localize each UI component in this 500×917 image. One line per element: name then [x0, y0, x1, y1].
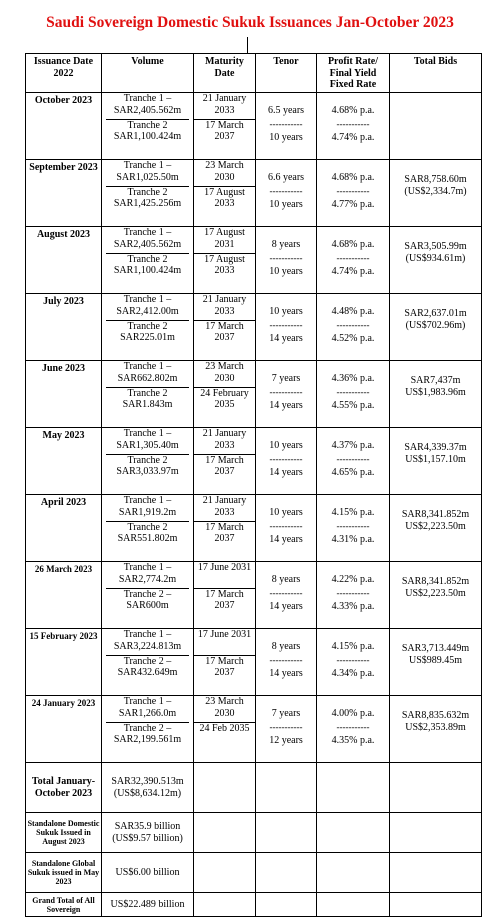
tranche-2-volume: Tranche 2 SAR551.802m: [117, 521, 178, 544]
tranche-2-maturity: 24 February 2035: [200, 387, 249, 410]
tranche-1-rate: 4.37% p.a.: [331, 440, 375, 451]
tranche-1-maturity: 21 January 2033: [194, 294, 255, 321]
tranche-1-rate: 4.68% p.a.: [331, 172, 375, 183]
totals-value-secondary: (US$8,634.12m): [113, 787, 182, 799]
bids-cell: [390, 562, 482, 629]
tranche-2-maturity: 17 August 2033: [204, 186, 245, 209]
total-bids-usd: US$989.45m: [408, 654, 463, 666]
total-bids-usd: (US$2,334.7m): [404, 185, 467, 197]
empty-cell: [390, 813, 482, 853]
tranche-1-volume: Tranche 1 – SAR2,412.00m: [106, 294, 189, 321]
bids-cell: [390, 227, 482, 294]
tranche-2-tenor: 14 years: [269, 600, 303, 612]
table-row: [26, 361, 482, 428]
volume-cell: [102, 160, 194, 227]
empty-cell: [194, 763, 256, 813]
tranche-2-maturity: 24 Feb 2035: [199, 722, 250, 734]
tranche-2-maturity: 17 August 2033: [204, 253, 245, 276]
tranche-2-tenor: 14 years: [269, 399, 303, 411]
header-tenor: Tenor: [256, 54, 317, 93]
totals-label-cell: [26, 763, 102, 813]
divider-tick: [247, 37, 248, 53]
tranche-2-rate: 4.35% p.a.: [331, 734, 375, 746]
table-row: [26, 629, 482, 696]
tranche-1-maturity: 17 June 2031: [194, 562, 255, 589]
total-bids-sar: SAR8,758.60m: [404, 174, 467, 185]
dashed-separator: -----------: [269, 454, 303, 464]
issuance-date-cell: [26, 160, 102, 227]
table-row: [26, 428, 482, 495]
total-bids-usd: US$2,223.50m: [405, 520, 466, 532]
tranche-1-maturity: 21 January 2033: [194, 428, 255, 455]
tranche-2-tenor: 10 years: [269, 131, 303, 143]
dashed-separator: -----------: [336, 655, 370, 665]
issuance-date-cell: [26, 294, 102, 361]
issuance-date: July 2023: [43, 296, 84, 307]
tranche-2-rate: 4.55% p.a.: [331, 399, 375, 411]
totals-value-secondary: (US$9.57 billion): [112, 832, 183, 844]
dashed-separator: -----------: [336, 722, 370, 732]
header-maturity-date: Maturity Date: [194, 54, 256, 93]
total-bids-usd: US$1,983.96m: [405, 386, 466, 398]
tranche-1-tenor: 8 years: [271, 574, 301, 585]
tenor-cell: [256, 562, 317, 629]
tranche-1-rate: 4.00% p.a.: [331, 708, 375, 719]
tranche-1-maturity: 23 March 2030: [194, 160, 255, 187]
tranche-1-tenor: 7 years: [271, 708, 301, 719]
tranche-2-rate: 4.74% p.a.: [331, 265, 375, 277]
sukuk-issuance-table: [25, 53, 482, 917]
tranche-2-maturity: 17 March 2037: [205, 119, 244, 142]
tranche-2-maturity: 17 March 2037: [205, 521, 244, 544]
totals-value-cell: [102, 763, 194, 813]
tranche-2-tenor: 10 years: [269, 265, 303, 277]
totals-row: [26, 813, 482, 853]
tranche-2-tenor: 14 years: [269, 332, 303, 344]
total-bids-sar: SAR8,835.632m: [401, 710, 470, 721]
total-bids-usd: (US$934.61m): [405, 252, 466, 264]
volume-cell: [102, 495, 194, 562]
dashed-separator: -----------: [269, 588, 303, 598]
totals-label: Grand Total of All Sovereign: [32, 895, 95, 914]
totals-label-cell: [26, 853, 102, 893]
empty-cell: [194, 813, 256, 853]
issuance-date-cell: [26, 696, 102, 763]
rate-cell: [317, 93, 390, 160]
header-total-bids: Total Bids: [390, 54, 482, 93]
empty-cell: [317, 813, 390, 853]
issuance-date-cell: [26, 428, 102, 495]
maturity-cell: [194, 495, 256, 562]
header-issuance-date: Issuance Date 2022: [26, 54, 102, 93]
maturity-cell: [194, 428, 256, 495]
empty-cell: [194, 893, 256, 917]
maturity-cell: [194, 294, 256, 361]
table-row: [26, 562, 482, 629]
volume-cell: [102, 227, 194, 294]
totals-row: [26, 853, 482, 893]
totals-label-cell: [26, 893, 102, 917]
rate-cell: [317, 495, 390, 562]
bids-cell: [390, 294, 482, 361]
tranche-2-maturity: 17 March 2037: [205, 454, 244, 477]
totals-label: Total January-October 2023: [31, 776, 96, 799]
tenor-cell: [256, 160, 317, 227]
rate-cell: [317, 428, 390, 495]
rate-cell: [317, 562, 390, 629]
tranche-1-tenor: 10 years: [269, 507, 303, 518]
tranche-1-volume: Tranche 1 – SAR3,224.813m: [106, 629, 189, 656]
tranche-1-tenor: 10 years: [269, 440, 303, 451]
bids-cell: [390, 428, 482, 495]
issuance-date-cell: [26, 495, 102, 562]
rate-cell: [317, 160, 390, 227]
table-row: [26, 294, 482, 361]
tranche-1-tenor: 6.6 years: [267, 172, 305, 183]
tranche-1-maturity: 17 August 2031: [194, 227, 255, 254]
tranche-1-tenor: 7 years: [271, 373, 301, 384]
total-bids-sar: SAR8,341.852m: [401, 576, 470, 587]
total-bids-sar: SAR3,505.99m: [404, 241, 467, 252]
rate-cell: [317, 294, 390, 361]
tranche-1-volume: Tranche 1 – SAR1,266.0m: [106, 696, 189, 723]
bids-cell: [390, 93, 482, 160]
tenor-cell: [256, 294, 317, 361]
tranche-2-rate: 4.74% p.a.: [331, 131, 375, 143]
tranche-1-maturity: 23 March 2030: [194, 361, 255, 388]
table-row: [26, 495, 482, 562]
tranche-1-maturity: 21 January 2033: [194, 495, 255, 522]
dashed-separator: -----------: [269, 119, 303, 129]
tranche-1-rate: 4.68% p.a.: [331, 105, 375, 116]
total-bids-usd: (US$702.96m): [405, 319, 466, 331]
table-row: [26, 696, 482, 763]
dashed-separator: -----------: [269, 655, 303, 665]
tranche-2-tenor: 12 years: [269, 734, 303, 746]
maturity-cell: [194, 160, 256, 227]
dashed-separator: -----------: [269, 722, 303, 732]
table-row: [26, 160, 482, 227]
dashed-separator: -----------: [336, 253, 370, 263]
tranche-1-rate: 4.36% p.a.: [331, 373, 375, 384]
volume-cell: [102, 428, 194, 495]
totals-label-cell: [26, 813, 102, 853]
tenor-cell: [256, 495, 317, 562]
volume-cell: [102, 562, 194, 629]
tranche-2-rate: 4.77% p.a.: [331, 198, 375, 210]
tranche-1-volume: Tranche 1 – SAR1,919.2m: [106, 495, 189, 522]
empty-cell: [390, 893, 482, 917]
tenor-cell: [256, 227, 317, 294]
tranche-1-volume: Tranche 1 – SAR2,405.562m: [106, 93, 189, 120]
total-bids-sar: SAR3,713.449m: [401, 643, 470, 654]
empty-cell: [390, 853, 482, 893]
dashed-separator: -----------: [269, 253, 303, 263]
totals-label: Standalone Global Sukuk issued in May 2023: [27, 859, 100, 886]
total-bids-sar: SAR7,437m: [410, 375, 461, 386]
tranche-1-rate: 4.22% p.a.: [331, 574, 375, 585]
tranche-2-volume: Tranche 2 SAR1,100.424m: [113, 119, 182, 142]
totals-value-primary: SAR35.9 billion: [114, 821, 181, 832]
maturity-cell: [194, 696, 256, 763]
tranche-2-volume: Tranche 2 SAR1,425.256m: [113, 186, 182, 209]
totals-row: [26, 763, 482, 813]
tranche-1-volume: Tranche 1 – SAR2,405.562m: [106, 227, 189, 254]
dashed-separator: -----------: [336, 320, 370, 330]
empty-cell: [256, 763, 317, 813]
issuance-date: 15 February 2023: [29, 631, 98, 641]
tranche-2-tenor: 14 years: [269, 667, 303, 679]
tranche-2-tenor: 14 years: [269, 466, 303, 478]
dashed-separator: -----------: [336, 588, 370, 598]
issuance-date-cell: [26, 562, 102, 629]
totals-row: [26, 893, 482, 917]
totals-value-cell: [102, 813, 194, 853]
tranche-1-rate: 4.15% p.a.: [331, 507, 375, 518]
issuance-date-cell: [26, 629, 102, 696]
rate-cell: [317, 629, 390, 696]
bids-cell: [390, 361, 482, 428]
empty-cell: [317, 763, 390, 813]
dashed-separator: -----------: [336, 387, 370, 397]
tranche-1-volume: Tranche 1 – SAR1,025.50m: [106, 160, 189, 187]
totals-value-cell: [102, 853, 194, 893]
volume-cell: [102, 93, 194, 160]
issuance-date: 24 January 2023: [31, 698, 96, 708]
dashed-separator: -----------: [336, 454, 370, 464]
tranche-2-rate: 4.52% p.a.: [331, 332, 375, 344]
total-bids-usd: US$2,223.50m: [405, 587, 466, 599]
tenor-cell: [256, 629, 317, 696]
volume-cell: [102, 294, 194, 361]
bids-cell: [390, 495, 482, 562]
tranche-1-maturity: 17 June 2031: [194, 629, 255, 656]
tranche-2-maturity: 17 March 2037: [205, 320, 244, 343]
maturity-cell: [194, 629, 256, 696]
issuance-date: June 2023: [41, 363, 86, 374]
tranche-1-maturity: 21 January 2033: [194, 93, 255, 120]
dashed-separator: -----------: [269, 521, 303, 531]
tranche-2-volume: Tranche 2 SAR3,033.97m: [116, 454, 179, 477]
total-bids-sar: SAR8,341.852m: [401, 509, 470, 520]
totals-value-primary: US$22.489 billion: [110, 898, 185, 910]
dashed-separator: -----------: [269, 387, 303, 397]
rate-cell: [317, 227, 390, 294]
tranche-2-rate: 4.33% p.a.: [331, 600, 375, 612]
tranche-1-tenor: 10 years: [269, 306, 303, 317]
maturity-cell: [194, 227, 256, 294]
header-volume: Volume: [102, 54, 194, 93]
total-bids-sar: SAR2,637.01m: [404, 308, 467, 319]
tranche-1-tenor: 8 years: [271, 641, 301, 652]
totals-label: Standalone Domestic Sukuk Issued in August 2023: [27, 819, 100, 846]
bids-cell: [390, 629, 482, 696]
totals-value-cell: [102, 893, 194, 917]
tranche-2-tenor: 10 years: [269, 198, 303, 210]
tranche-2-maturity: 17 March 2037: [205, 588, 244, 611]
total-bids-usd: US$1,157.10m: [405, 453, 466, 465]
issuance-date: October 2023: [34, 95, 93, 106]
dashed-separator: -----------: [269, 186, 303, 196]
tranche-2-tenor: 14 years: [269, 533, 303, 545]
tranche-2-volume: Tranche 2 – SAR432.649m: [117, 655, 178, 678]
tranche-2-volume: Tranche 2 SAR1,100.424m: [113, 253, 182, 276]
bids-cell: [390, 696, 482, 763]
issuance-date: August 2023: [36, 229, 91, 240]
empty-cell: [317, 893, 390, 917]
maturity-cell: [194, 562, 256, 629]
empty-cell: [256, 853, 317, 893]
issuance-date: May 2023: [42, 430, 85, 441]
document-title: Saudi Sovereign Domestic Sukuk Issuances Jan-October 2023: [46, 14, 454, 31]
tenor-cell: [256, 428, 317, 495]
totals-value-primary: US$6.00 billion: [115, 866, 180, 878]
dashed-separator: -----------: [336, 521, 370, 531]
tranche-2-rate: 4.31% p.a.: [331, 533, 375, 545]
dashed-separator: -----------: [336, 119, 370, 129]
tranche-2-volume: Tranche 2 – SAR2,199.561m: [113, 722, 182, 745]
rate-cell: [317, 696, 390, 763]
tenor-cell: [256, 361, 317, 428]
issuance-date-cell: [26, 227, 102, 294]
header-profit-rate: Profit Rate/ Final Yield Fixed Rate: [317, 54, 390, 93]
issuance-date: September 2023: [29, 162, 98, 173]
volume-cell: [102, 696, 194, 763]
tranche-2-maturity: 17 March 2037: [205, 655, 244, 678]
tenor-cell: [256, 696, 317, 763]
totals-value-primary: SAR32,390.513m: [111, 776, 184, 787]
maturity-cell: [194, 93, 256, 160]
issuance-date: April 2023: [40, 497, 87, 508]
rate-cell: [317, 361, 390, 428]
volume-cell: [102, 361, 194, 428]
total-bids-usd: US$2,353.89m: [405, 721, 466, 733]
issuance-date-cell: [26, 361, 102, 428]
total-bids-sar: SAR4,339.37m: [404, 442, 467, 453]
tranche-1-tenor: 8 years: [271, 239, 301, 250]
table-header-row: [26, 54, 482, 93]
tranche-1-rate: 4.68% p.a.: [331, 239, 375, 250]
empty-cell: [194, 853, 256, 893]
tenor-cell: [256, 93, 317, 160]
table-row: [26, 93, 482, 160]
tranche-2-rate: 4.65% p.a.: [331, 466, 375, 478]
empty-cell: [256, 893, 317, 917]
tranche-1-volume: Tranche 1 – SAR2,774.2m: [106, 562, 189, 589]
empty-cell: [317, 853, 390, 893]
dashed-separator: -----------: [336, 186, 370, 196]
tranche-1-volume: Tranche 1 – SAR662.802m: [106, 361, 189, 388]
tranche-2-volume: Tranche 2 SAR225.01m: [120, 320, 175, 343]
tranche-1-maturity: 23 March 2030: [194, 696, 255, 723]
empty-cell: [390, 763, 482, 813]
tranche-1-rate: 4.15% p.a.: [331, 641, 375, 652]
empty-cell: [256, 813, 317, 853]
tranche-2-rate: 4.34% p.a.: [331, 667, 375, 679]
bids-cell: [390, 160, 482, 227]
tranche-1-volume: Tranche 1 – SAR1,305.40m: [106, 428, 189, 455]
volume-cell: [102, 629, 194, 696]
maturity-cell: [194, 361, 256, 428]
table-row: [26, 227, 482, 294]
dashed-separator: -----------: [269, 320, 303, 330]
issuance-date: 26 March 2023: [34, 564, 93, 574]
tranche-2-volume: Tranche 2 – SAR600m: [123, 588, 172, 611]
tranche-1-tenor: 6.5 years: [267, 105, 305, 116]
tranche-1-rate: 4.48% p.a.: [331, 306, 375, 317]
issuance-date-cell: [26, 93, 102, 160]
tranche-2-volume: Tranche 2 SAR1.843m: [122, 387, 173, 410]
